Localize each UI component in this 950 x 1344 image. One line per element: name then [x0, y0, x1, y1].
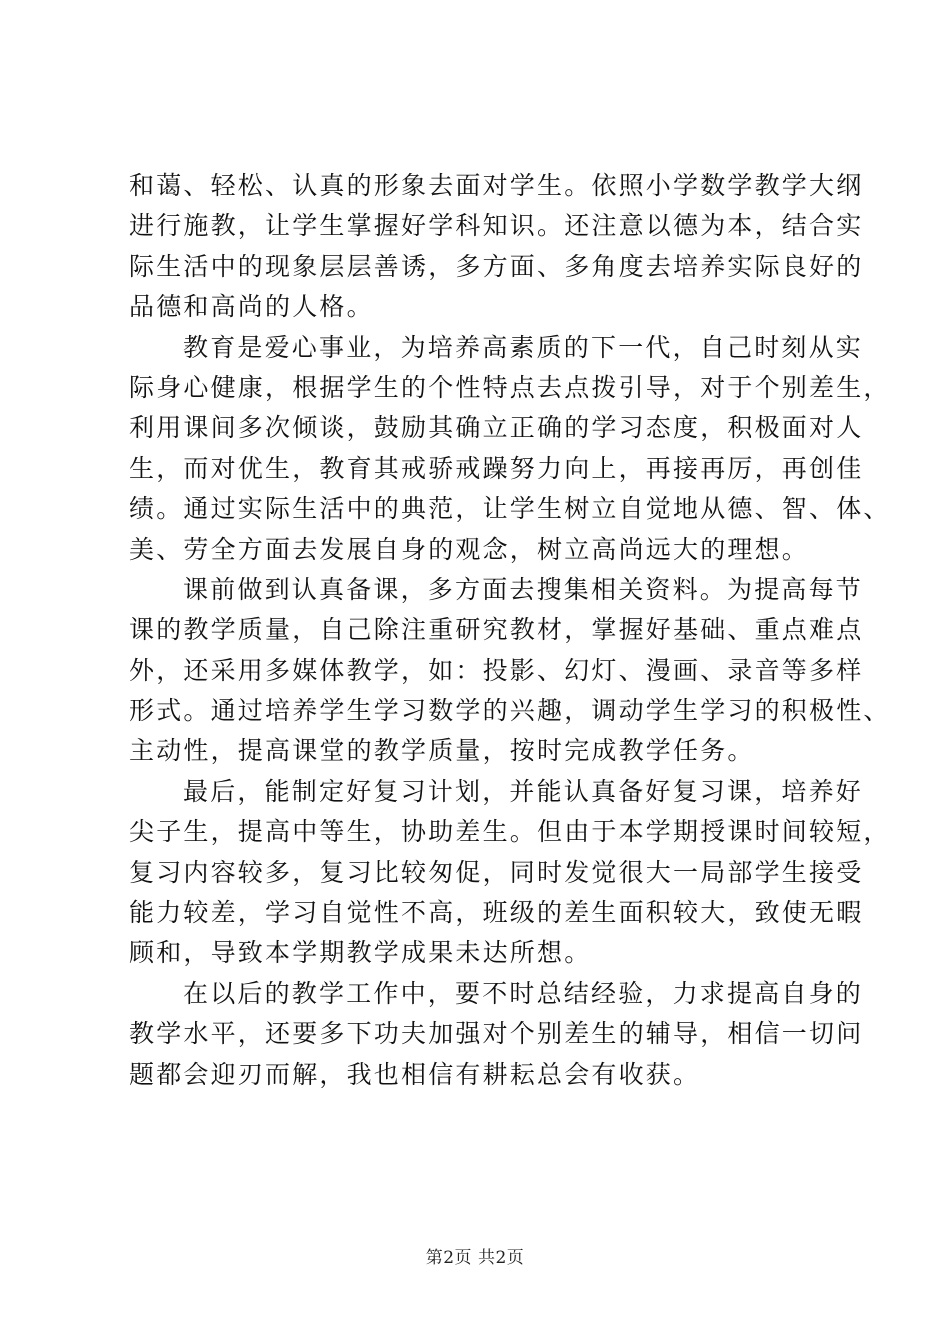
paragraph-first-line: 教育是爱心事业，为培养高素质的下一代，自己时刻从实 — [183, 332, 864, 362]
text-line: 美、劳全方面去发展自身的观念，树立高尚远大的理想。 — [129, 534, 810, 564]
page-number-footer: 第2页 共2页 — [425, 1248, 525, 1268]
text-line: 进行施教，让学生掌握好学科知识。还注意以德为本，结合实 — [129, 211, 864, 241]
text-line: 绩。通过实际生活中的典范，让学生树立自觉地从德、智、体、 — [129, 494, 891, 524]
text-line: 和蔼、轻松、认真的形象去面对学生。依照小学数学教学大纲 — [129, 171, 864, 200]
document-body — [129, 166, 891, 1095]
paragraph-first-line: 最后，能制定好复习计划，并能认真备好复习课，培养好 — [183, 776, 864, 806]
text-line: 顾和，导致本学期教学成果未达所想。 — [129, 938, 592, 968]
text-line: 复习内容较多，复习比较匆促，同时发觉很大一局部学生接受 — [129, 857, 864, 887]
text-line: 形式。通过培养学生学习数学的兴趣，调动学生学习的积极性、 — [129, 696, 891, 726]
text-line: 际生活中的现象层层善诱，多方面、多角度去培养实际良好的 — [129, 251, 864, 281]
text-line: 外，还采用多媒体教学，如：投影、幻灯、漫画、录音等多样 — [129, 655, 864, 685]
text-line: 品德和高尚的人格。 — [129, 292, 374, 322]
text-line: 课的教学质量，自己除注重研究教材，掌握好基础、重点难点 — [129, 615, 864, 645]
text-line: 能力较差，学习自觉性不高，班级的差生面积较大，致使无暇 — [129, 898, 864, 928]
text-line: 主动性，提高课堂的教学质量，按时完成教学任务。 — [129, 736, 755, 766]
text-line: 教学水平，还要多下功夫加强对个别差生的辅导，相信一切问 — [129, 1019, 864, 1049]
text-line: 题都会迎刃而解，我也相信有耕耘总会有收获。 — [129, 1059, 701, 1089]
paragraph-first-line: 课前做到认真备课，多方面去搜集相关资料。为提高每节 — [183, 574, 864, 604]
text-line: 利用课间多次倾谈，鼓励其确立正确的学习态度，积极面对人 — [129, 413, 864, 443]
text-line: 际身心健康，根据学生的个性特点去点拨引导，对于个别差生， — [129, 372, 891, 402]
text-line: 尖子生，提高中等生，协助差生。但由于本学期授课时间较短， — [129, 817, 891, 847]
text-line: 生，而对优生，教育其戒骄戒躁努力向上，再接再厉，再创佳 — [129, 453, 864, 483]
paragraph-first-line: 在以后的教学工作中，要不时总结经验，力求提高自身的 — [183, 978, 864, 1008]
